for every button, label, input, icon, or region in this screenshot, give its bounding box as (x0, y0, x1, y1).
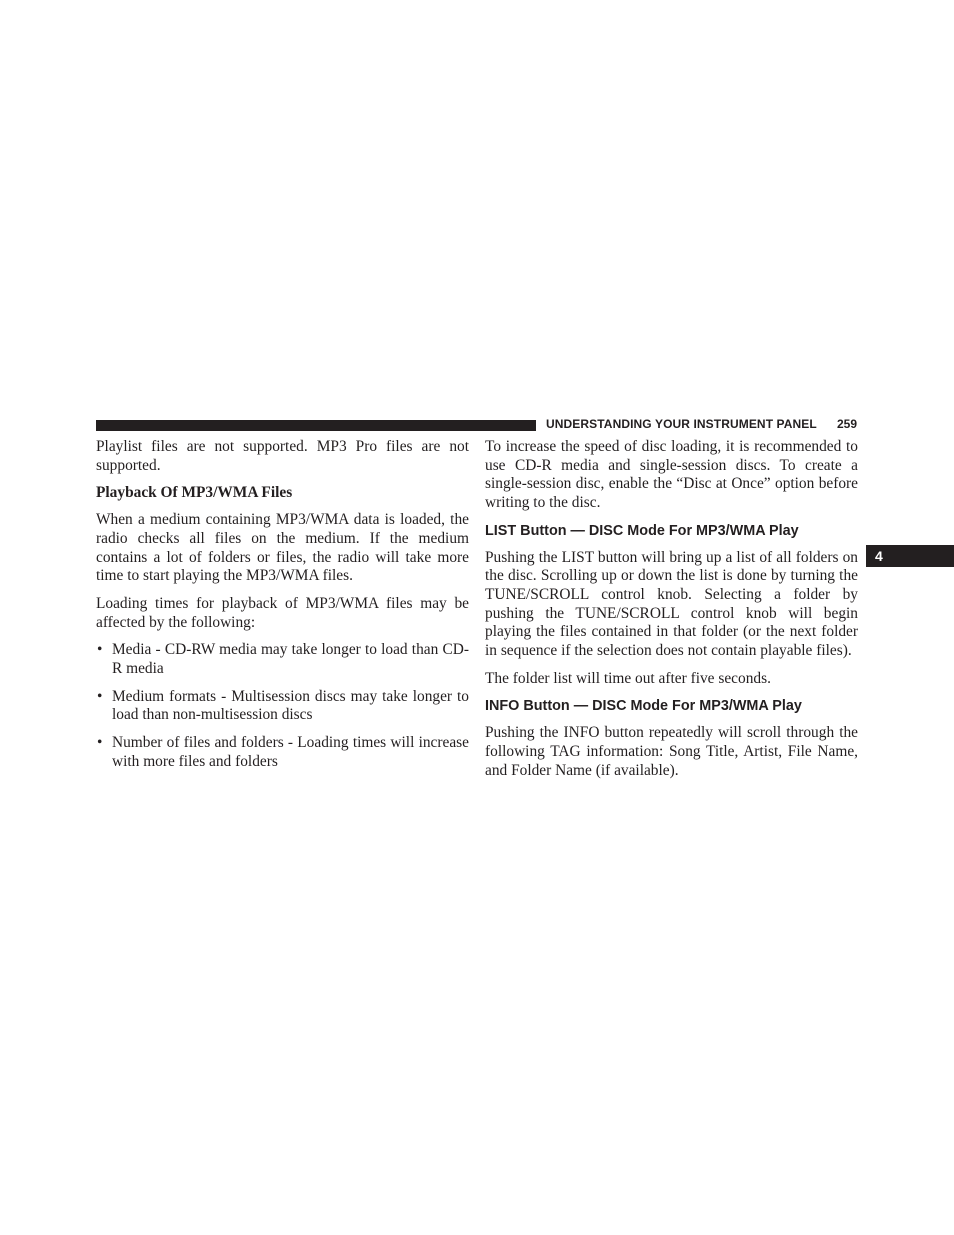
list-item-text: Medium formats - Multisession discs may take longer to load than non-multisession discs (112, 687, 469, 724)
playback-paragraph-1: When a medium containing MP3/WMA data is loaded, the radio checks all files on the medium. If the medium contains a lot of folders or files, the radio will take more time to start playing the MP3/WMA files. (96, 511, 469, 585)
disc-speed-paragraph: To increase the speed of disc loading, it is recommended to use CD-R media and single-session discs. To create a single-session disc, enable the “Disc at Once” option before writing to the disc. (485, 438, 858, 512)
loading-factors-list (96, 641, 469, 771)
list-item (96, 734, 469, 771)
bullet-marker: • (97, 687, 103, 705)
section-heading-info-button: INFO Button — DISC Mode For MP3/WMA Play (485, 698, 802, 715)
list-item-text: Number of files and folders - Loading times will increase with more files and folders (112, 734, 469, 770)
right-column (485, 438, 858, 789)
list-item-text: Media - CD-RW media may take longer to load than CD-R media (112, 641, 469, 678)
list-item (96, 688, 469, 725)
info-button-paragraph: Pushing the INFO button repeatedly will scroll through the following TAG information: Song Title, Artist, File Name, and Folder Name (if available). (485, 724, 858, 779)
list-button-paragraph: Pushing the LIST button will bring up a list of all folders on the disc. Scrolling up or down the list is done by turning the TUNE/SCROLL control knob. Selecting a folder by pushing the TUNE/SCROLL control knob will begin playing the files contained in that folder (or the next folder in sequence if the selection does not contain playable files). (485, 548, 858, 660)
running-header-title: UNDERSTANDING YOUR INSTRUMENT PANEL (546, 417, 817, 431)
bullet-marker: • (97, 734, 103, 752)
section-heading-list-button: LIST Button — DISC Mode For MP3/WMA Play (485, 522, 799, 539)
bullet-marker: • (97, 641, 103, 659)
left-column (96, 438, 469, 781)
folder-timeout-paragraph: The folder list will time out after five seconds. (485, 669, 771, 687)
list-item (96, 641, 469, 678)
header-rule (96, 420, 536, 431)
section-heading-playback: Playback Of MP3/WMA Files (96, 484, 293, 502)
intro-paragraph: Playlist files are not supported. MP3 Pro files are not supported. (96, 438, 469, 474)
page-number: 259 (837, 417, 858, 431)
playback-paragraph-2: Loading times for playback of MP3/WMA files may be affected by the following: (96, 594, 469, 631)
chapter-tab: 4 (866, 545, 954, 567)
